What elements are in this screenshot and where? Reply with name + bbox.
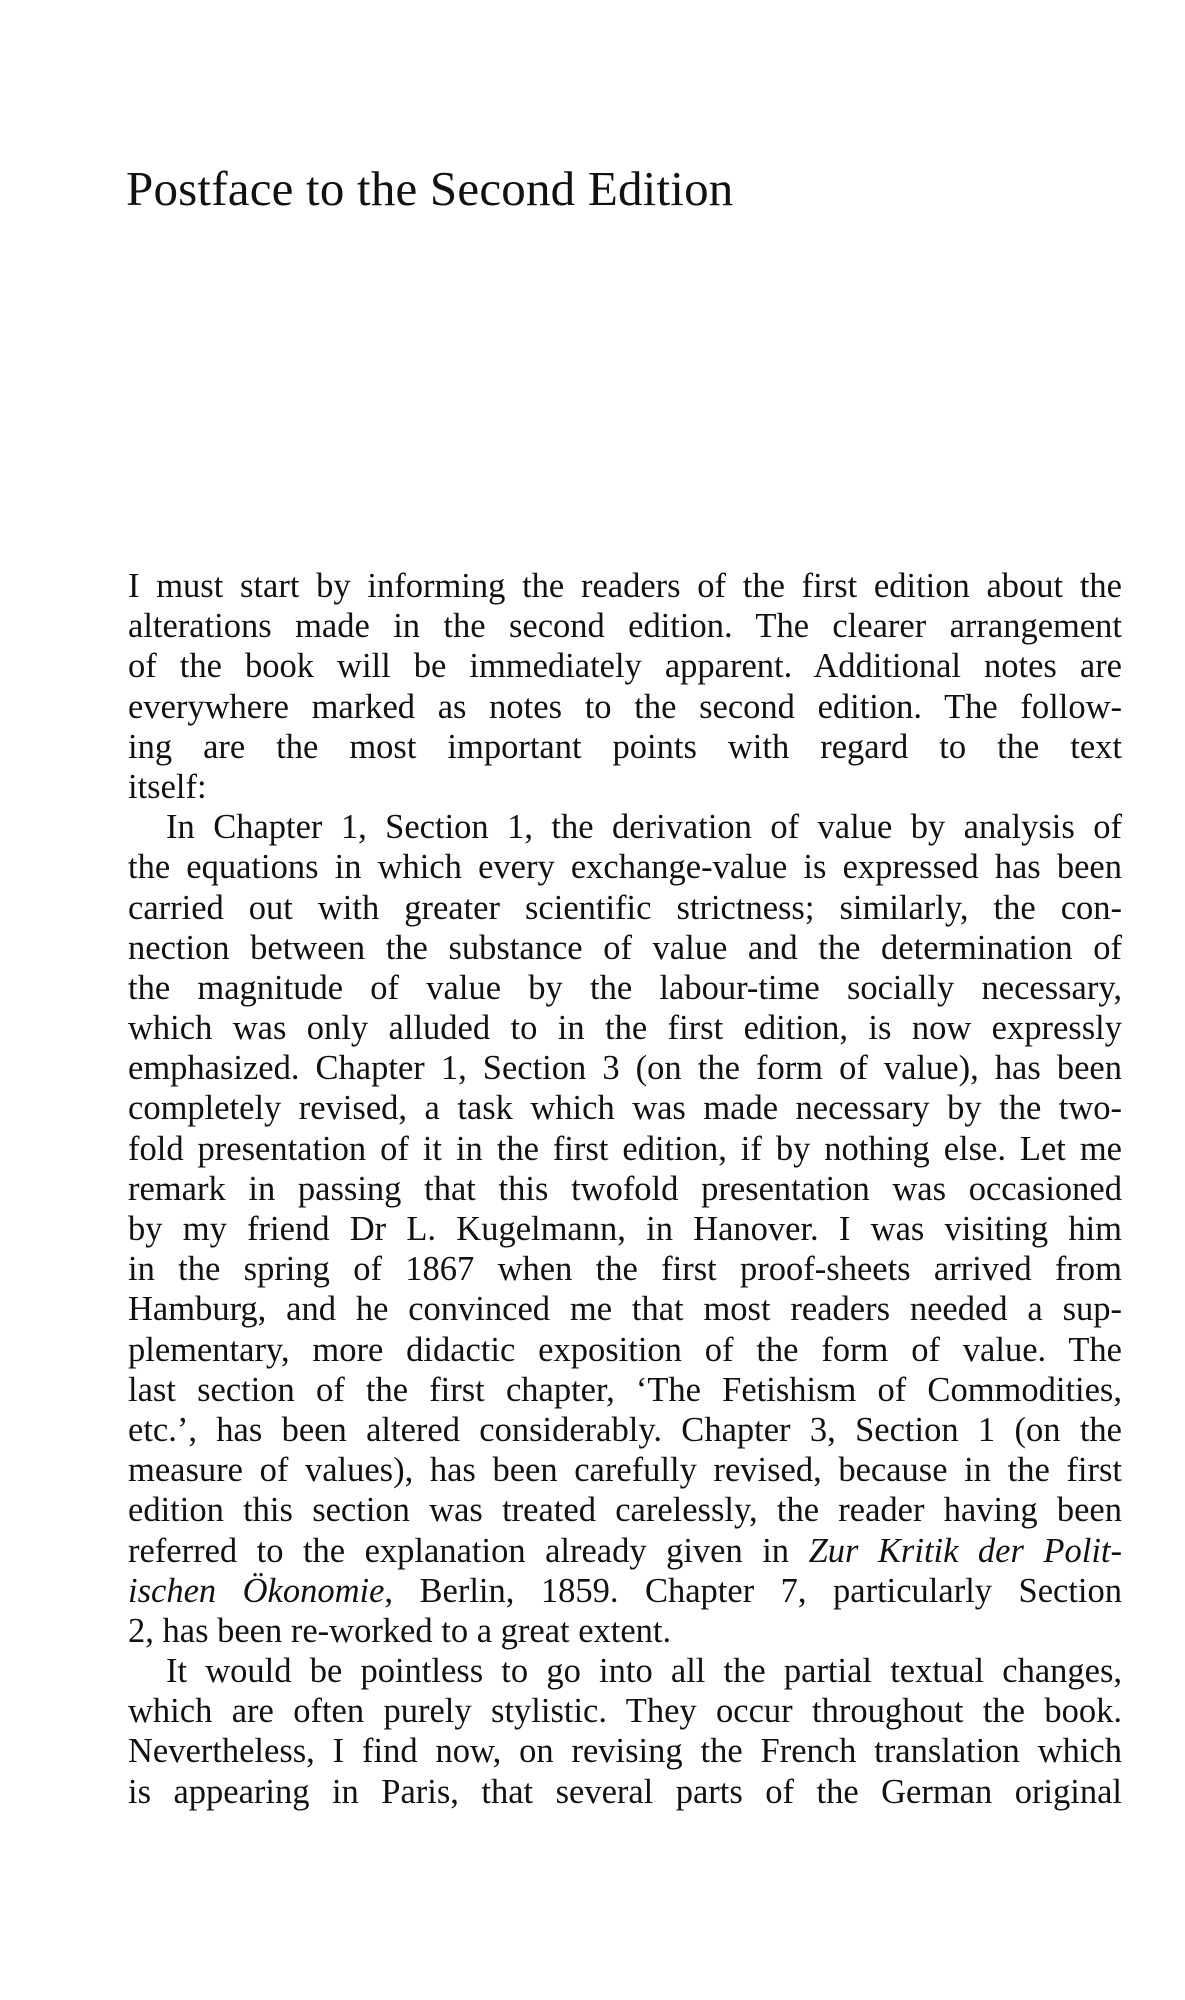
text-line: the equations in which every exchange-value is expressed has been xyxy=(128,848,1122,887)
text-line: I must start by informing the readers of the first edition about the xyxy=(128,567,1122,605)
text-run: referred to the explanation already given in xyxy=(128,1531,809,1570)
text-line: alterations made in the second edition. The clearer arrangement xyxy=(128,607,1122,646)
book-title-italic: ischen Ökonomie xyxy=(128,1571,385,1610)
text-line: emphasized. Chapter 1, Section 3 (on the form of value), has been xyxy=(128,1049,1122,1088)
text-line: ing are the most important points with regard to the text xyxy=(128,727,1122,766)
text-line: nection between the substance of value and the determination of xyxy=(128,928,1122,967)
page-title: Postface to the Second Edition xyxy=(126,161,734,216)
text-line: which are often purely stylistic. They occur throughout the book. xyxy=(128,1692,1122,1731)
text-line: of the book will be immediately apparent. Additional notes are xyxy=(128,647,1122,686)
text-line: plementary, more didactic exposition of the form of value. The xyxy=(128,1330,1122,1369)
text-line: measure of values), has been carefully revised, because in the first xyxy=(128,1451,1122,1490)
text-line: 2, has been re-worked to a great extent. xyxy=(128,1611,672,1650)
text-line: It would be pointless to go into all the partial textual changes, xyxy=(166,1652,1122,1691)
text-line: everywhere marked as notes to the second edition. The follow- xyxy=(128,687,1122,726)
text-line: in the spring of 1867 when the first proof-sheets arrived from xyxy=(128,1250,1122,1289)
text-line: carried out with greater scientific strictness; similarly, the con- xyxy=(128,888,1122,927)
text-line: Hamburg, and he convinced me that most readers needed a sup- xyxy=(128,1290,1122,1329)
text-line xyxy=(128,1531,1122,1571)
text-line: remark in passing that this twofold presentation was occasioned xyxy=(128,1169,1122,1208)
text-line: which was only alluded to in the first edition, is now expressly xyxy=(128,1009,1122,1048)
text-line: In Chapter 1, Section 1, the derivation of value by analysis of xyxy=(166,808,1122,847)
text-line: edition this section was treated carelessly, the reader having been xyxy=(128,1491,1122,1530)
text-line: is appearing in Paris, that several parts of the German original xyxy=(128,1772,1122,1811)
text-run: , Berlin, 1859. Chapter 7, particularly Section xyxy=(384,1571,1122,1610)
text-line: by my friend Dr L. Kugelmann, in Hanover. I was visiting him xyxy=(128,1210,1122,1248)
text-line: fold presentation of it in the first edition, if by nothing else. Let me xyxy=(128,1129,1122,1168)
text-line: last section of the first chapter, ‘The Fetishism of Commodities, xyxy=(128,1370,1122,1409)
book-title-italic: Zur Kritik der Polit- xyxy=(808,1531,1122,1570)
text-line xyxy=(128,1571,1122,1611)
text-line: Nevertheless, I find now, on revising the French translation which xyxy=(128,1732,1122,1771)
text-line: etc.’, has been altered considerably. Chapter 3, Section 1 (on the xyxy=(128,1410,1122,1449)
body-text xyxy=(128,566,1122,1812)
text-line: itself: xyxy=(128,767,207,806)
text-line: completely revised, a task which was made necessary by the two- xyxy=(128,1089,1122,1128)
text-line: the magnitude of value by the labour-time socially necessary, xyxy=(128,968,1122,1007)
